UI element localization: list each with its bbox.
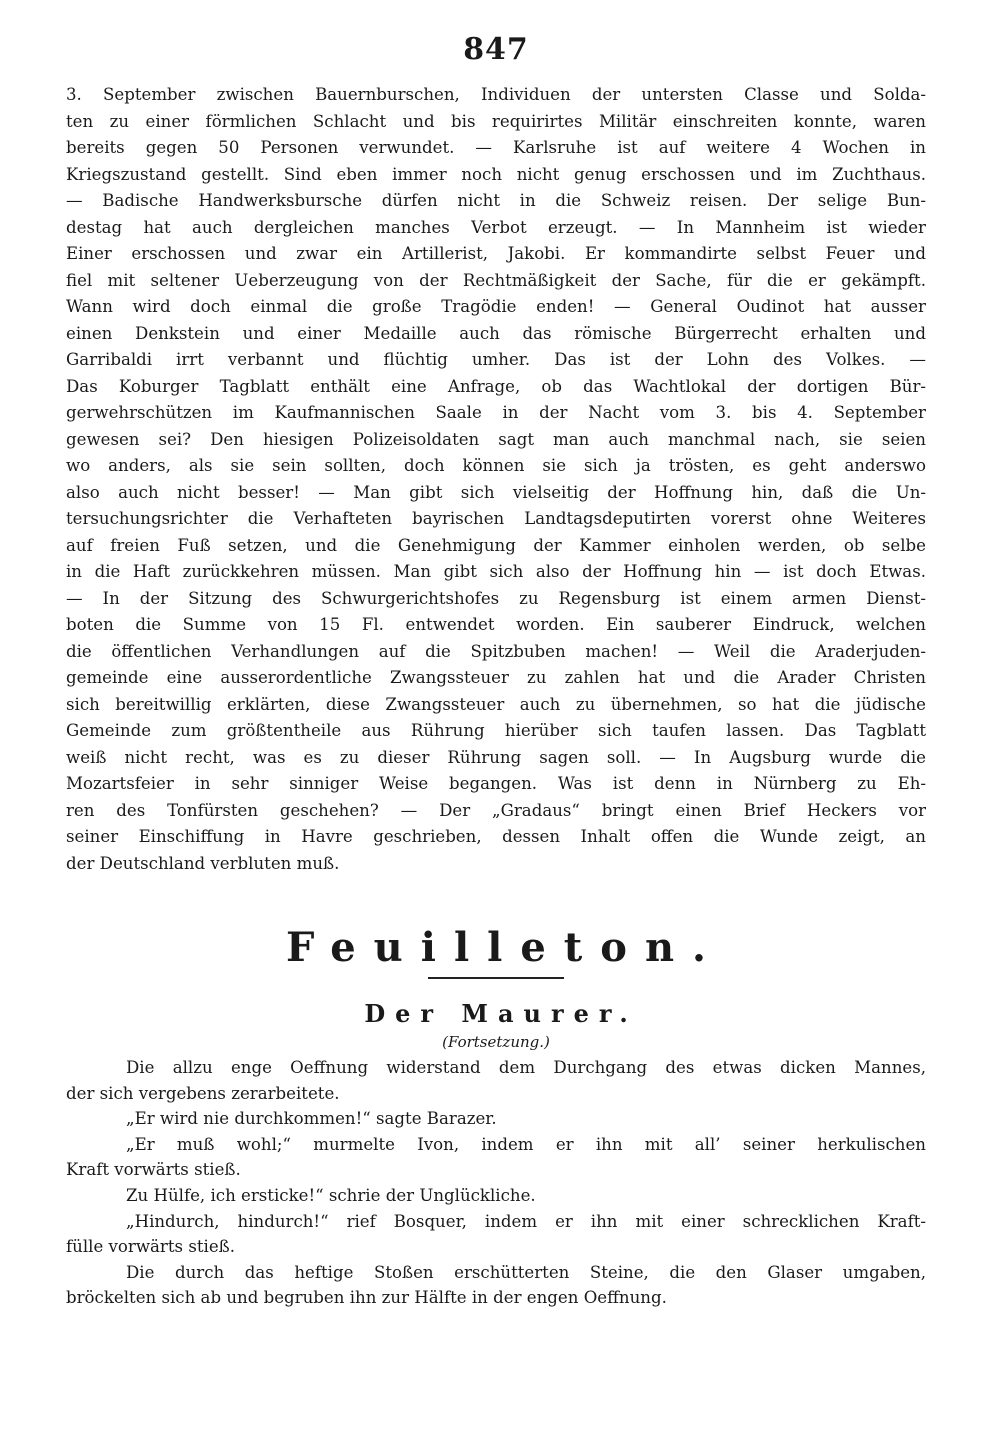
story-line: „Er wird nie durchkommen!“ sagte Barazer. bbox=[126, 1109, 497, 1129]
news-line: gewesen sei? Den hiesigen Polizeisoldaten sagt man auch manchmal nach, sie seien bbox=[66, 429, 926, 449]
news-line: ten zu einer förmlichen Schlacht und bis requirirtes Militär einschreiten konnte, waren bbox=[66, 111, 926, 131]
news-line: boten die Summe von 15 Fl. entwendet worden. Ein sauberer Eindruck, welchen bbox=[66, 615, 926, 634]
news-line: einen Denkstein und einer Medaille auch das römische Bürgerrecht erhalten und bbox=[66, 323, 926, 343]
story-line: fülle vorwärts stieß. bbox=[66, 1237, 235, 1257]
story-line: der sich vergebens zerarbeitete. bbox=[66, 1083, 340, 1103]
news-line: Einer erschossen und zwar ein Artillerist, Jakobi. Er kommandirte selbst Feuer und bbox=[66, 244, 926, 263]
news-column bbox=[66, 82, 926, 877]
news-line: — In der Sitzung des Schwurgerichtshofes zu Regensburg ist einem armen Dienst- bbox=[66, 588, 926, 608]
news-line: 3. September zwischen Bauernburschen, Individuen der untersten Classe und Solda- bbox=[66, 85, 926, 104]
newspaper-page bbox=[66, 30, 926, 1311]
story-line: „Hindurch, hindurch!“ rief Bosquer, indem er ihn mit einer schrecklichen Kraft- bbox=[126, 1211, 926, 1231]
news-line: Mozartsfeier in sehr sinniger Weise begangen. Was ist denn in Nürnberg zu Eh- bbox=[66, 774, 926, 793]
news-line: der Deutschland verbluten muß. bbox=[66, 853, 340, 873]
section-title: Feuilleton. bbox=[286, 924, 724, 971]
news-line: fiel mit seltener Ueberzeugung von der Rechtmäßigkeit der Sache, für die er gekämpft. bbox=[66, 270, 926, 290]
story-line: Zu Hülfe, ich ersticke!“ schrie der Unglückliche. bbox=[126, 1185, 536, 1205]
page-number: 847 bbox=[463, 32, 529, 67]
news-line: die öffentlichen Verhandlungen auf die Spitzbuben machen! — Weil die Araderjuden- bbox=[66, 641, 926, 661]
story-line: Die allzu enge Oeffnung widerstand dem Durchgang des etwas dicken Mannes, bbox=[126, 1058, 926, 1077]
news-line: ren des Tonfürsten geschehen? — Der „Gradaus“ bringt einen Brief Heckers vor bbox=[66, 800, 926, 820]
news-line: Wann wird doch einmal die große Tragödie enden! — General Oudinot hat ausser bbox=[66, 297, 926, 316]
news-line: wo anders, als sie sein sollten, doch können sie sich ja trösten, es geht anderswo bbox=[66, 456, 926, 475]
news-line: destag hat auch dergleichen manches Verbot erzeugt. — In Mannheim ist wieder bbox=[66, 217, 926, 237]
news-line: Garribaldi irrt verbannt und flüchtig umher. Das ist der Lohn des Volkes. — bbox=[66, 350, 926, 369]
news-line: gerwehrschützen im Kaufmannischen Saale in der Nacht vom 3. bis 4. September bbox=[66, 403, 926, 422]
news-line: gemeinde eine ausserordentliche Zwangssteuer zu zahlen hat und die Arader Christen bbox=[66, 668, 926, 687]
news-line: also auch nicht besser! — Man gibt sich vielseitig der Hoffnung hin, daß die Un- bbox=[66, 482, 926, 502]
story-subtitle: (Fortsetzung.) bbox=[442, 1033, 550, 1051]
story-text bbox=[66, 1055, 926, 1311]
story-line: „Er muß wohl;“ murmelte Ivon, indem er ihn mit all’ seiner herkulischen bbox=[126, 1134, 926, 1154]
story-line: Kraft vorwärts stieß. bbox=[66, 1160, 241, 1180]
news-line: Kriegszustand gestellt. Sind eben immer noch nicht genug erschossen und im Zuchthaus. bbox=[66, 164, 926, 184]
news-line: auf freien Fuß setzen, und die Genehmigung der Kammer einholen werden, ob selbe bbox=[66, 535, 926, 555]
story-line: bröckelten sich ab und begruben ihn zur Hälfte in der engen Oeffnung. bbox=[66, 1288, 667, 1308]
story-title: Der Maurer. bbox=[364, 999, 638, 1028]
news-line: bereits gegen 50 Personen verwundet. — Karlsruhe ist auf weitere 4 Wochen in bbox=[66, 138, 926, 157]
news-line: in die Haft zurückkehren müssen. Man gibt sich also der Hoffnung hin — ist doch Etwas. bbox=[66, 562, 926, 581]
news-line: Gemeinde zum größtentheile aus Rührung hierüber sich taufen lassen. Das Tagblatt bbox=[66, 721, 926, 740]
news-line: seiner Einschiffung in Havre geschrieben, dessen Inhalt offen die Wunde zeigt, an bbox=[66, 827, 926, 846]
news-line: sich bereitwillig erklärten, diese Zwangssteuer auch zu übernehmen, so hat die jüdische bbox=[66, 694, 926, 714]
story-line: Die durch das heftige Stoßen erschütterten Steine, die den Glaser umgaben, bbox=[126, 1262, 926, 1282]
news-line: tersuchungsrichter die Verhafteten bayrischen Landtagsdeputirten vorerst ohne Weiteres bbox=[66, 509, 926, 528]
news-line: weiß nicht recht, was es zu dieser Rührung sagen soll. — In Augsburg wurde die bbox=[66, 747, 926, 767]
news-line: Das Koburger Tagblatt enthält eine Anfrage, ob das Wachtlokal der dortigen Bür- bbox=[66, 376, 926, 396]
news-line: — Badische Handwerksbursche dürfen nicht in die Schweiz reisen. Der selige Bun- bbox=[66, 191, 926, 210]
title-rule bbox=[428, 977, 564, 979]
